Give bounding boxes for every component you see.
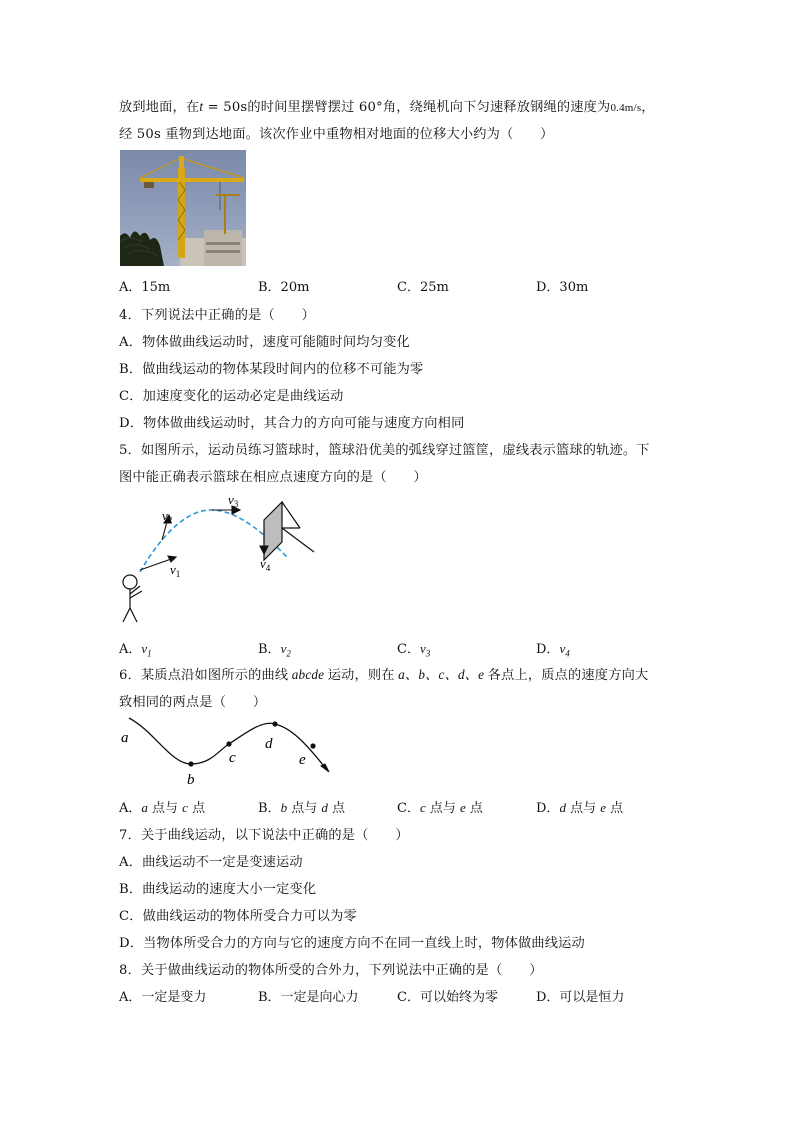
q3-stem-line1: 放到地面，在t = 50s的时间里摆臂摆过 60°角，绕绳机向下匀速释放钢绳的速度为0.4m/s， bbox=[119, 99, 655, 115]
q8-option-b[interactable]: B．一定是向心力 bbox=[258, 990, 359, 1005]
backboard bbox=[264, 502, 282, 560]
q8-stem: 8．关于做曲线运动的物体所受的合外力，下列说法中正确的是（ ） bbox=[119, 963, 543, 978]
q7-option-d[interactable]: D．当物体所受合力的方向与它的速度方向不在同一直线上时，物体做曲线运动 bbox=[119, 936, 585, 951]
q8-option-d[interactable]: D．可以是恒力 bbox=[536, 990, 625, 1005]
label-d: d bbox=[265, 736, 273, 752]
q7-option-b[interactable]: B．曲线运动的速度大小一定变化 bbox=[119, 882, 317, 897]
q5-option-c[interactable]: C．$v_3$ bbox=[397, 641, 431, 659]
q4-option-a[interactable]: A．物体做曲线运动时，速度可能随时间均匀变化 bbox=[119, 335, 410, 350]
curve-figure bbox=[115, 712, 340, 788]
label-a: a bbox=[121, 730, 129, 746]
q3-option-a[interactable]: A．15m bbox=[119, 280, 171, 295]
q3-option-d[interactable]: D．30m bbox=[536, 280, 589, 295]
label-v4: $v_4$ bbox=[260, 556, 271, 573]
label-v1: $v_1$ bbox=[170, 562, 181, 579]
player-head bbox=[123, 575, 137, 589]
q5-option-a[interactable]: A．$v_1$ bbox=[119, 641, 152, 659]
q5-stem-line2: 图中能正确表示篮球在相应点速度方向的是（ ） bbox=[119, 470, 427, 485]
q7-option-a[interactable]: A．曲线运动不一定是变速运动 bbox=[119, 855, 303, 870]
q6-option-a[interactable]: A．a 点与 c 点 bbox=[119, 800, 206, 816]
curve-arrowhead bbox=[321, 764, 329, 772]
q5-option-d[interactable]: D．$v_4$ bbox=[536, 641, 570, 659]
q5-stem-line1: 5．如图所示，运动员练习篮球时，篮球沿优美的弧线穿过篮筐，虚线表示篮球的轨迹。下 bbox=[119, 443, 650, 458]
q6-option-d[interactable]: D．d 点与 e 点 bbox=[536, 800, 624, 816]
q7-option-c[interactable]: C．做曲线运动的物体所受合力可以为零 bbox=[119, 909, 357, 924]
label-b: b bbox=[187, 772, 195, 788]
label-e: e bbox=[299, 752, 306, 768]
q4-option-c[interactable]: C．加速度变化的运动必定是曲线运动 bbox=[119, 389, 344, 404]
q4-option-d[interactable]: D．物体做曲线运动时，其合力的方向可能与速度方向相同 bbox=[119, 416, 465, 431]
point-c bbox=[226, 741, 231, 746]
q3-option-c[interactable]: C．25m bbox=[397, 280, 449, 295]
q8-option-a[interactable]: A．一定是变力 bbox=[119, 990, 207, 1005]
q6-option-b[interactable]: B．b 点与 d 点 bbox=[258, 800, 345, 816]
label-c: c bbox=[229, 750, 236, 766]
label-v3: $v_3$ bbox=[228, 492, 239, 509]
point-d bbox=[272, 721, 277, 726]
q8-option-c[interactable]: C．可以始终为零 bbox=[397, 990, 498, 1005]
label-v2: $v_2$ bbox=[162, 508, 173, 525]
q6-option-c[interactable]: C．c 点与 e 点 bbox=[397, 800, 483, 816]
q3-option-b[interactable]: B．20m bbox=[258, 280, 310, 295]
point-b bbox=[188, 761, 193, 766]
q4-option-b[interactable]: B．做曲线运动的物体某段时间内的位移不可能为零 bbox=[119, 362, 424, 377]
crane-photo bbox=[120, 150, 246, 266]
q5-option-b[interactable]: B．$v_2$ bbox=[258, 641, 291, 659]
point-e bbox=[310, 743, 315, 748]
q6-stem-line2: 致相同的两点是（ ） bbox=[119, 695, 267, 710]
q7-stem: 7．关于曲线运动，以下说法中正确的是（ ） bbox=[119, 828, 409, 843]
q3-stem-line2: 经 50s 重物到达地面。该次作业中重物相对地面的位移大小约为（ ） bbox=[119, 127, 554, 142]
q6-stem-line1: 6．某质点沿如图所示的曲线 abcde 运动，则在 a、b、c、d、e 各点上，质点的速度方向大 bbox=[119, 667, 649, 683]
q4-stem: 4．下列说法中正确的是（ ） bbox=[119, 308, 316, 323]
basketball-figure bbox=[118, 490, 328, 626]
